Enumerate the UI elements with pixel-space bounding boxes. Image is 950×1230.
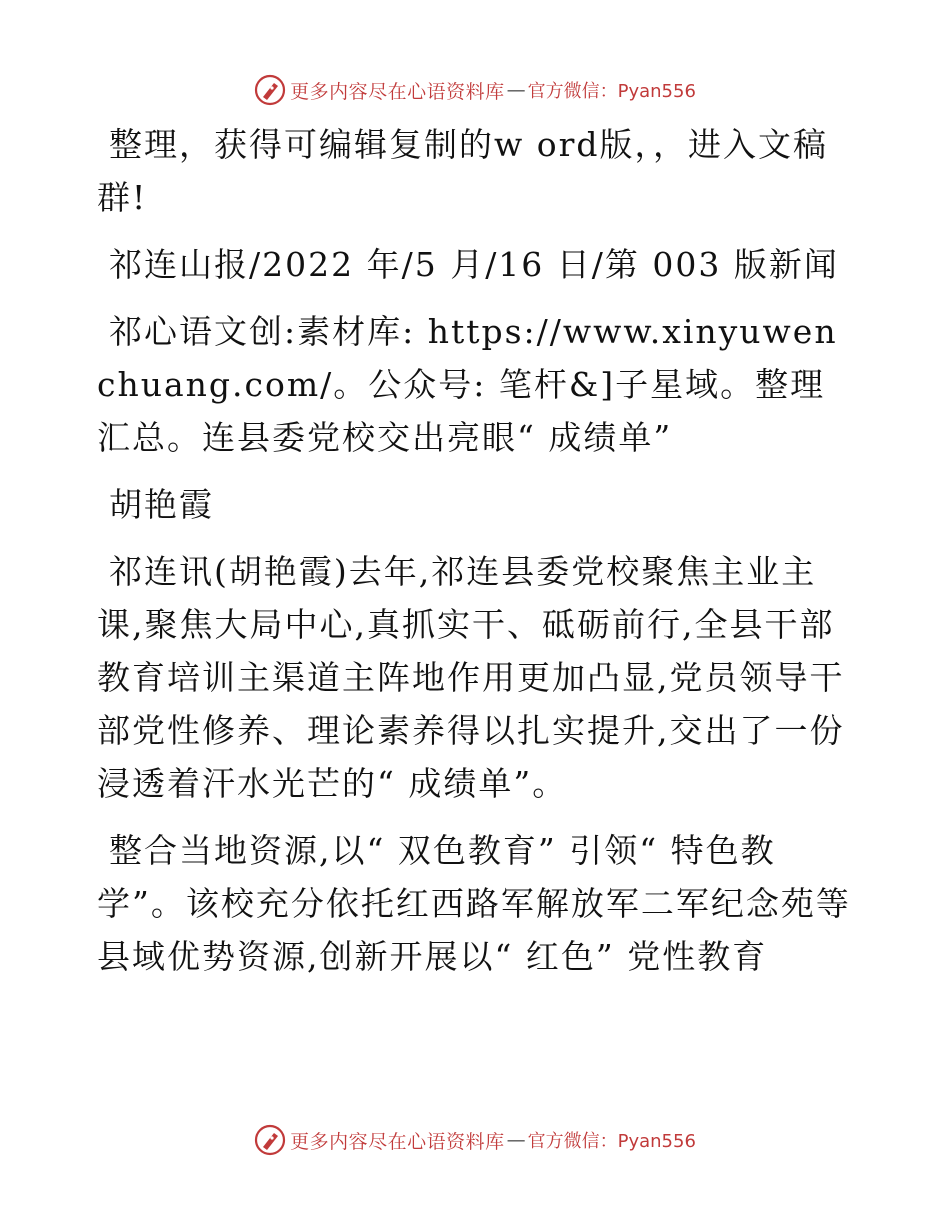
banner-left-text: 更多内容尽在心语资料库 — [290, 80, 505, 103]
paragraph-body-1: 祁连讯(胡艳霞)去年,祁连县委党校聚焦主业主课,聚焦大局中心,真抓实干、砥砺前行,全县干部教育培训主渠道主阵地作用更加凸显,党员领导干部党性修养、理论素养得以扎实提升,交出了一份浸透着汗水光芒的“ 成绩单”。 — [97, 552, 845, 803]
paragraph-body-2: 整合当地资源,以“ 双色教育” 引领“ 特色教学”。该校充分依托红西路军解放军二军纪念苑等县域优势资源,创新开展以“ 红色” 党性教育 — [97, 831, 851, 976]
banner-dash: — — [506, 1129, 526, 1151]
paragraph-author: 胡艳霞 — [109, 485, 214, 524]
paragraph-headline: 祁心语文创:素材库: https://www.xinyuwenchuang.com/。公众号: 笔杆&]子星域。整理汇总。连县委党校交出亮眼“ 成绩单” — [97, 312, 838, 457]
banner-dash: — — [506, 79, 526, 101]
pen-nib-logo-icon — [254, 74, 286, 106]
banner-left-text: 更多内容尽在心语资料库 — [290, 1130, 505, 1153]
pen-nib-logo-icon — [254, 1124, 286, 1156]
paragraph-intro: 整理，获得可编辑复制的w ord版，，进入文稿群! — [97, 125, 829, 217]
header-watermark-banner — [0, 70, 950, 110]
banner-wechat-text: 官方微信：Pyan556 — [527, 81, 696, 102]
banner-wechat-text: 官方微信：Pyan556 — [527, 1131, 696, 1152]
footer-watermark-banner — [0, 1120, 950, 1160]
document-body — [97, 118, 857, 997]
paragraph-source: 祁连山报/2022 年/5 月/16 日/第 003 版新闻 — [109, 245, 839, 284]
